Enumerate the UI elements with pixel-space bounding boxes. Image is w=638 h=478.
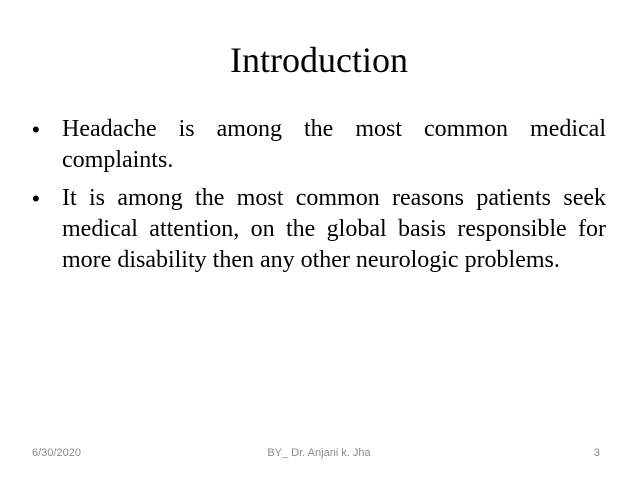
bullet-text: It is among the most common reasons patients seek medical attention, on the global basis responsible for more disability then any other neurologic problems. [62, 185, 606, 273]
slide-title: Introduction [230, 40, 408, 80]
bullet-item [32, 114, 606, 176]
footer-date: 6/30/2020 [32, 447, 81, 459]
bullet-text: Headache is among the most common medical complaints. [62, 116, 606, 173]
bullet-item [32, 183, 606, 276]
bullet-list [32, 114, 606, 283]
bullet-icon: • [32, 117, 40, 142]
footer-page-number: 3 [593, 447, 600, 459]
bullet-icon: • [32, 186, 40, 211]
footer-author: BY_ Dr. Anjani k. Jha [267, 447, 371, 459]
